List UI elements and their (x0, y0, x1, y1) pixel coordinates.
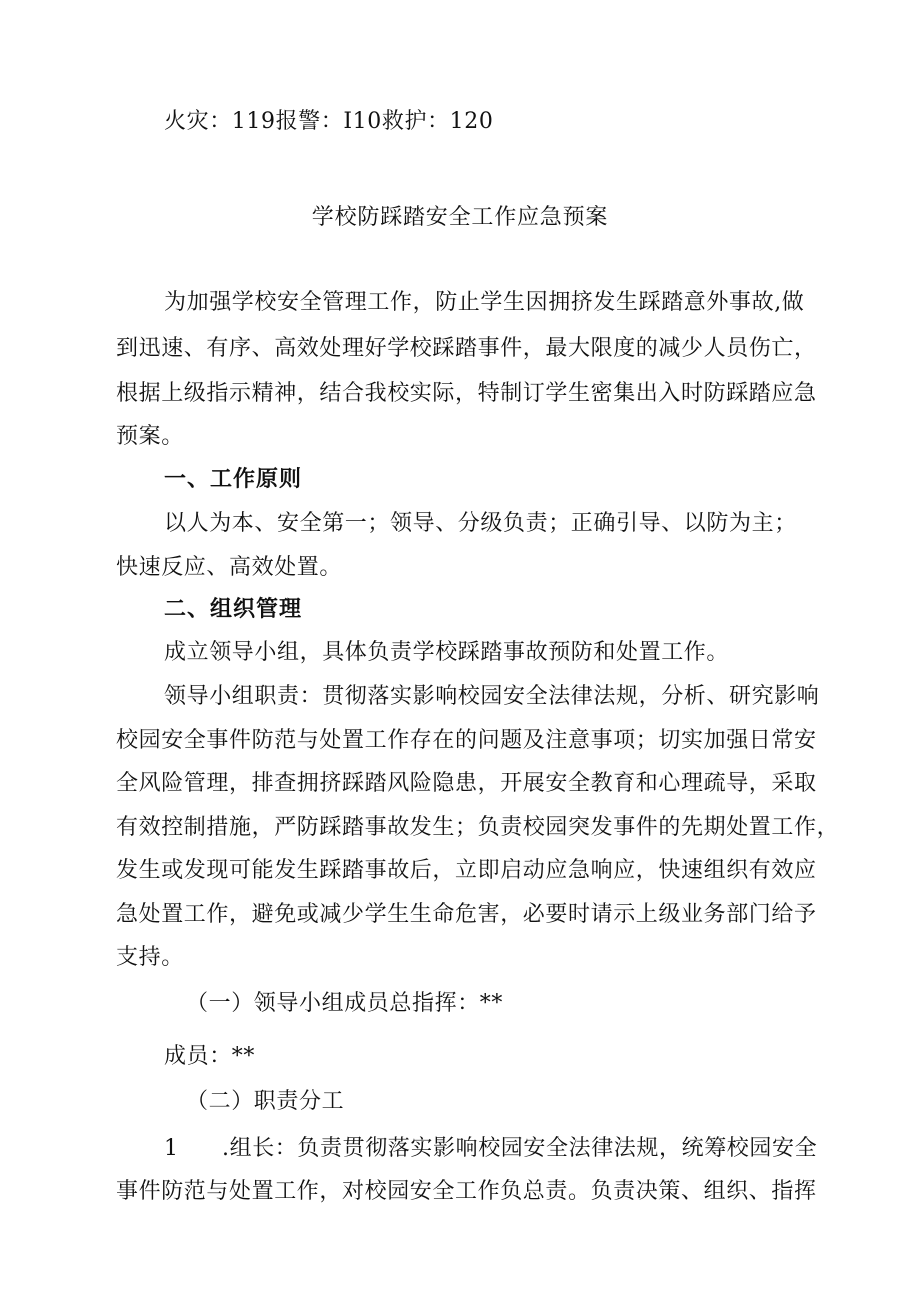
duties-line: 支持。 (116, 945, 184, 970)
item-text: .组长：负责贯彻落实影响校园安全法律法规，统筹校园安全 (222, 1136, 818, 1161)
division-heading: （二）职责分工 (186, 1089, 345, 1114)
intro-line: 到迅速、有序、高效处理好学校踩踏事件，最大限度的减少人员伤亡， (116, 336, 817, 361)
duties-line: 急处置工作，避免或减少学生生命危害，必要时请示上级业务部门给予 (116, 902, 817, 927)
intro-line: 根据上级指示精神，结合我校实际，特制订学生密集出入时防踩踏应急 (116, 381, 817, 406)
duties-line: 全风险管理，排查拥挤踩踏风险隐患，开展安全教育和心理疏导，采取 (116, 771, 817, 796)
leader-group-line: （一）领导小组成员总指挥：** (186, 991, 504, 1016)
members-line: 成员：** (164, 1044, 256, 1069)
principles-line: 以人为本、安全第一；领导、分级负责；正确引导、以防为主； (164, 511, 797, 536)
organization-line: 成立领导小组，具体负责学校踩踏事故预防和处置工作。 (164, 640, 730, 665)
section-heading-principles: 一、工作原则 (164, 467, 303, 492)
item-number: 1 (164, 1136, 178, 1161)
duties-line: 发生或发现可能发生踩踏事故后，立即启动应急响应，快速组织有效应 (116, 858, 817, 883)
intro-line: 预案。 (116, 424, 184, 449)
duties-line: 校园安全事件防范与处置工作存在的问题及注意事项；切实加强日常安 (116, 728, 817, 753)
duties-line: 领导小组职责：贯彻落实影响校园安全法律法规，分析、研究影响 (164, 684, 820, 709)
principles-line: 快速反应、高效处置。 (116, 555, 343, 580)
intro-line: 为加强学校安全管理工作，防止学生因拥挤发生踩踏意外事故,做 (164, 290, 805, 315)
duties-line: 有效控制措施，严防踩踏事故发生；负责校园突发事件的先期处置工作， (116, 815, 840, 840)
page-title: 学校防踩踏安全工作应急预案 (311, 205, 609, 230)
item-text-continued: 事件防范与处置工作，对校园安全工作负总责。负责决策、组织、指挥 (116, 1179, 817, 1204)
emergency-numbers: 火灾：119报警：I10救护：120 (164, 109, 494, 134)
section-heading-organization: 二、组织管理 (164, 597, 303, 622)
